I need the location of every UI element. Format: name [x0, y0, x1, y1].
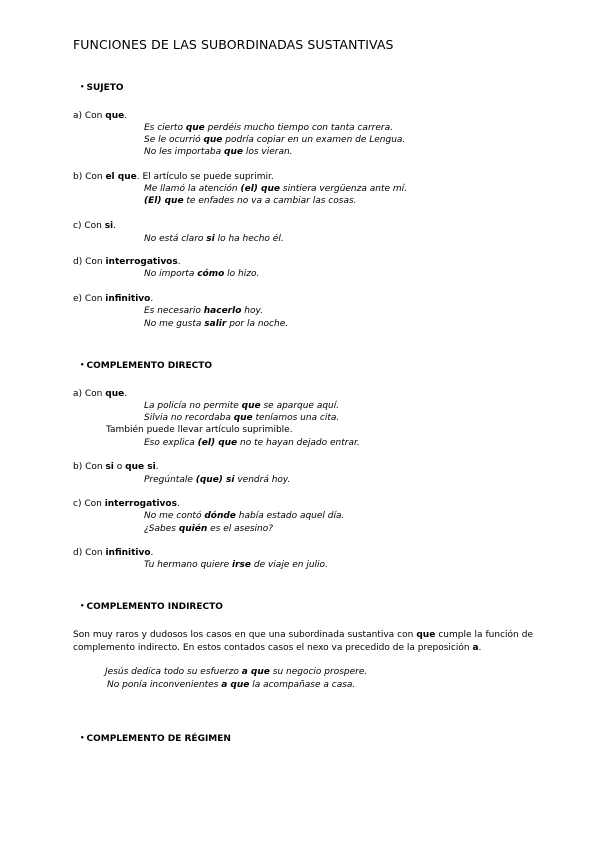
bullet: •: [80, 83, 85, 91]
example-line: No me gusta salir por la noche.: [144, 319, 289, 329]
cd-b-label: b) Con si o que si.: [73, 462, 159, 472]
example-line: La policía no permite que se aparque aquí.: [144, 401, 340, 411]
heading-text: COMPLEMENTO INDIRECTO: [86, 602, 223, 612]
example-line: Es necesario hacerlo hoy.: [144, 306, 263, 316]
bullet: •: [80, 734, 85, 742]
example-line: (El) que te enfades no va a cambiar las cosas.: [144, 196, 357, 206]
page-title: FUNCIONES DE LAS SUBORDINADAS SUSTANTIVAS: [73, 37, 394, 52]
example-line: Eso explica (el) que no te hayan dejado entrar.: [144, 438, 360, 448]
cd-a-note: También puede llevar artículo suprimible.: [106, 425, 293, 435]
example-line: Tu hermano quiere irse de viaje en julio.: [144, 560, 328, 570]
sujeto-b-label: b) Con el que. El artículo se puede suprimir.: [73, 172, 274, 182]
sujeto-e-label: e) Con infinitivo.: [73, 294, 154, 304]
cd-a-label: a) Con que.: [73, 389, 128, 399]
heading-sujeto: [80, 83, 124, 93]
example-line: Silvia no recordaba que teníamos una cita.: [144, 413, 340, 423]
sujeto-a-label: a) Con que.: [73, 111, 128, 121]
example-line: No les importaba que los vieran.: [144, 147, 293, 157]
heading-text: COMPLEMENTO DE RÉGIMEN: [86, 734, 231, 744]
bullet: •: [80, 361, 85, 369]
cd-d-label: d) Con infinitivo.: [73, 548, 154, 558]
example-line: No me contó dónde había estado aquel día.: [144, 511, 345, 521]
example-line: Jesús dedica todo su esfuerzo a que su negocio prospere.: [105, 667, 368, 677]
ci-paragraph: Son muy raros y dudosos los casos en que una subordinada sustantiva con que cumple la función de complemento indirecto. En estos contados casos el nexo va precedido de la preposición a.: [73, 630, 533, 653]
heading-text: SUJETO: [86, 83, 124, 93]
example-line: ¿Sabes quién es el asesino?: [144, 524, 274, 534]
heading-complemento-indirecto: [80, 602, 223, 612]
heading-complemento-directo: [80, 361, 212, 371]
sujeto-d-label: d) Con interrogativos.: [73, 257, 181, 267]
example-line: Es cierto que perdéis mucho tiempo con tanta carrera.: [144, 123, 393, 133]
example-line: Pregúntale (que) si vendrá hoy.: [144, 475, 291, 485]
sujeto-c-label: c) Con si.: [73, 221, 117, 231]
example-line: No está claro si lo ha hecho él.: [144, 234, 284, 244]
heading-text: COMPLEMENTO DIRECTO: [86, 361, 213, 371]
example-line: Se le ocurrió que podría copiar en un examen de Lengua.: [144, 135, 406, 145]
cd-c-label: c) Con interrogativos.: [73, 499, 180, 509]
example-line: Me llamó la atención (el) que sintiera vergüenza ante mí.: [144, 184, 408, 194]
example-line: No ponía inconvenientes a que la acompañase a casa.: [107, 680, 356, 690]
heading-complemento-regimen: [80, 734, 231, 744]
bullet: •: [80, 602, 85, 610]
example-line: No importa cómo lo hizo.: [144, 269, 260, 279]
